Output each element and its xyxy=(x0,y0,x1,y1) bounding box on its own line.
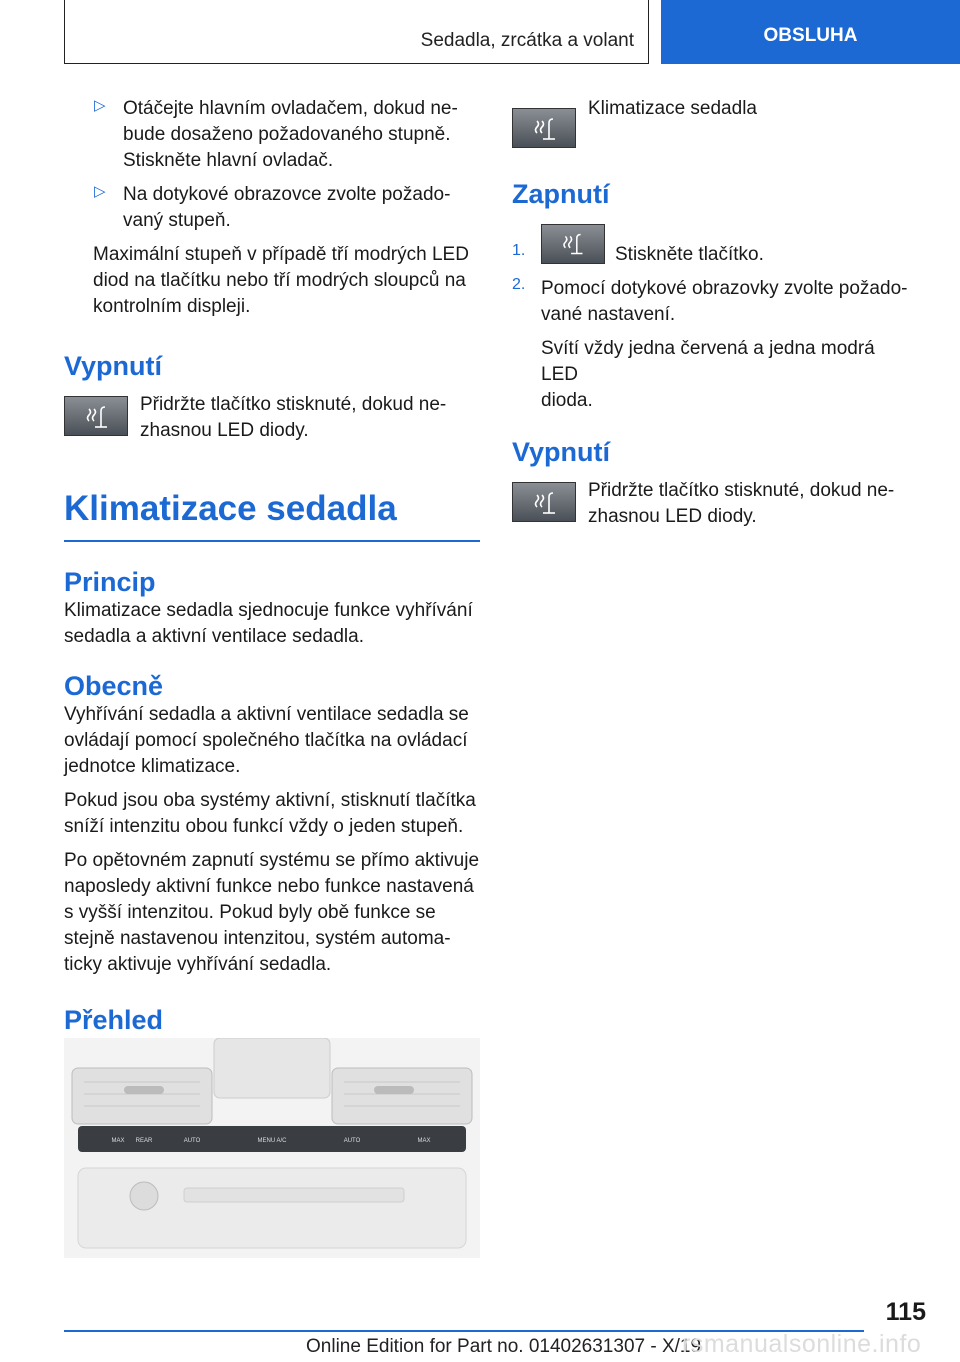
edition-text: Online Edition for Part no. 01402631307 - X/19 xyxy=(306,1336,702,1357)
bullet-text: Otáčejte hlavním ovladačem, dokud ne- bude dosaženo požadovaného stupně. Stiskněte hlavní ovladač. xyxy=(123,98,458,171)
vypnuti-heading-right: Vypnutí xyxy=(512,437,610,467)
step-2-text: Pomocí dotykové obrazovky zvolte požado- vané nastavení. xyxy=(541,278,908,325)
obecne-paragraph-3: Po opětovném zapnutí systému se přímo aktivuje naposledy aktivní funkce nebo funkce nastavená s vyšší intenzitou. Pokud byly obě funkce se stejně nastavenou intenzitou, systém automa- ticky aktivuje vyhřívání sedadla. xyxy=(64,849,480,975)
triangle-bullet-icon: ▷ xyxy=(94,183,106,200)
prehled-heading: Přehled xyxy=(64,1004,164,1035)
chapter-tab[interactable]: OBSLUHA xyxy=(661,0,960,64)
obecne-paragraph-2: Pokud jsou oba systémy aktivní, stisknutí tlačítka sníží intenzitu obou funkcí vždy o jeden stupeň. xyxy=(64,789,476,837)
vypnuti-text-right: Přidržte tlačítko stisknuté, dokud ne- zhasnou LED diody. xyxy=(588,480,895,527)
bullet-text: Na dotykové obrazovce zvolte požado- vaný stupeň. xyxy=(123,184,451,231)
princip-heading: Princip xyxy=(64,566,156,597)
panel-btn-max-left: MAX xyxy=(111,1138,125,1144)
right-column xyxy=(512,96,912,532)
panel-btn-max-right: MAX xyxy=(417,1138,431,1144)
seat-climate-button-icon xyxy=(541,224,605,264)
step-1 xyxy=(512,224,912,270)
triangle-bullet-icon: ▷ xyxy=(94,97,106,114)
vypnuti-heading: Vypnutí xyxy=(64,351,162,381)
vypnuti-row-right xyxy=(512,478,912,532)
page-number: 115 xyxy=(885,1298,926,1326)
obecne-paragraph-1: Vyhřívání sedadla a aktivní ventilace sedadla se ovládají pomocí společného tlačítka na ovládací jednotce klimatizace. xyxy=(64,703,469,777)
seat-climate-label: Klimatizace sedadla xyxy=(588,98,757,119)
vypnuti-row xyxy=(64,392,480,446)
section-title: Sedadla, zrcátka a volant xyxy=(420,30,634,51)
bullet-item xyxy=(64,182,480,234)
step-2-note: Svítí vždy jedna červená a jedna modrá LED dioda. xyxy=(541,338,875,411)
seat-climate-label-row xyxy=(512,96,912,150)
seat-climate-button-icon xyxy=(64,396,128,436)
bullet-item xyxy=(64,96,480,174)
zapnuti-heading: Zapnutí xyxy=(512,179,610,209)
obecne-heading: Obecně xyxy=(64,670,164,701)
panel-btn-auto-left: AUTO xyxy=(183,1138,201,1144)
seat-climate-button-icon xyxy=(512,108,576,148)
levels-paragraph: Maximální stupeň v případě tří modrých LED diod na tlačítku nebo tří modrých sloupců na kontrolním displeji. xyxy=(93,244,469,317)
watermark-text: rsmanualsonline.info xyxy=(682,1330,922,1358)
panel-btn-menu: MENU A/C xyxy=(257,1138,287,1144)
step-number: 2. xyxy=(512,276,526,293)
princip-text: Klimatizace sedadla sjednocuje funkce vyhřívání sedadla a aktivní ventilace sedadla. xyxy=(64,599,473,647)
step-1-text: Stiskněte tlačítko. xyxy=(615,244,764,265)
section-heading: Klimatizace sedadla xyxy=(64,489,397,528)
step-number: 1. xyxy=(512,242,526,259)
climate-panel-image xyxy=(64,1038,480,1258)
panel-btn-rear: REAR xyxy=(135,1138,153,1144)
panel-btn-auto-right: AUTO xyxy=(343,1138,361,1144)
step-text xyxy=(541,224,912,268)
header-box xyxy=(64,0,649,64)
seat-climate-button-icon xyxy=(512,482,576,522)
step-2 xyxy=(512,276,912,414)
vypnuti-text: Přidržte tlačítko stisknuté, dokud ne- zhasnou LED diody. xyxy=(140,394,447,441)
left-column xyxy=(64,96,480,1036)
